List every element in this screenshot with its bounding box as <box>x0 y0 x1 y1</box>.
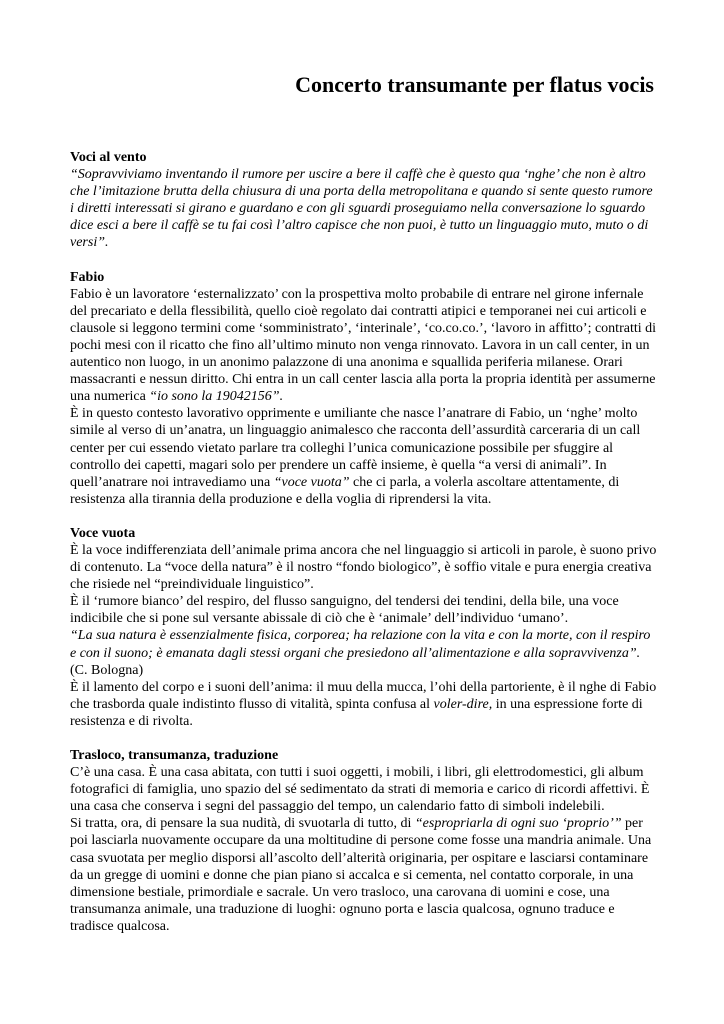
paragraph <box>70 166 660 251</box>
section-heading: Voce vuota <box>70 525 136 541</box>
text-run: (C. Bologna) <box>70 662 144 678</box>
text-run: “Sopravviviamo inventando il rumore per uscire a bere il caffè che è questo qua ‘nghe’ che non è altro che l’imitazione brutta della chiusura di una porta della metropolitana e quando si sente questo rumore i diretti interessati si girano e guardano e con gli sguardi proseguiamo nella conversazione lo sguardo dice esci a bere il caffè se tu fai così l’altro capisce che non puoi, è tutto un linguaggio muto, muto o di versi”. <box>70 167 653 251</box>
paragraph <box>70 405 660 508</box>
text-run: “La sua natura è essenzialmente fisica, corporea; ha relazione con la vita e con la morte, con il respiro e con il suono; è emanata dagli stessi organi che presiedono all’alimentazione e alla sopravvivenza”. <box>70 628 651 661</box>
text-run: Fabio è un lavoratore ‘esternalizzato’ con la prospettiva molto probabile di entrare nel girone infernale del precariato e della flessibilità, quello cioè regolato dai contratti atipici e temporanei nei cui articoli e clausole si leggono termini come ‘somministrato’, ‘interinale’, ‘co.co.co.’, ‘lavoro in affitto’; contratti di pochi mesi con il ricatto che fino all’ultimo minuto non venga rinnovato. Lavora in un call center, in un autentico non luogo, in un anonimo palazzone di una anonima e squallida periferia milanese. Orari massacranti e nessun diritto. Chi entra in un call center lascia alla porta la propria identità per assumerne una numerica <box>70 286 657 405</box>
text-run: È il ‘rumore bianco’ del respiro, del flusso sanguigno, del tendersi dei tendini, della bile, una voce indicibile che si pone sul versante abissale di ciò che è ‘animale’ dell’individuo ‘umano’. <box>70 594 619 627</box>
section-trasloco <box>70 747 660 935</box>
paragraph <box>70 627 660 678</box>
document-body <box>70 149 660 952</box>
text-run: “voce vuota” <box>273 474 350 490</box>
document-title: Concerto transumante per flatus vocis <box>295 72 654 97</box>
section-heading: Fabio <box>70 269 105 285</box>
paragraph <box>70 542 660 593</box>
paragraph <box>70 593 660 627</box>
text-run: che ci parla, a volerla ascoltare attentamente, di resistenza alla tirannia della produzione e della voglia di riprendersi la vita. <box>70 474 620 507</box>
text-run: “espropriarla di ogni suo ‘proprio’” <box>414 816 622 832</box>
paragraph <box>70 764 660 815</box>
paragraph <box>70 286 660 406</box>
paragraph <box>70 679 660 730</box>
text-run: in una espressione forte di resistenza e di rivolta. <box>70 696 643 729</box>
text-run: È il lamento del corpo e i suoni dell’anima: il muu della mucca, l’ohi della partoriente, è il nghe di Fabio che trasborda quale indistinto flusso di vitalità, spinta confusa al <box>70 679 657 712</box>
text-run: C’è una casa. È una casa abitata, con tutti i suoi oggetti, i mobili, i libri, gli elettrodomestici, gli album fotografici di famiglia, uno spazio del sé sedimentato da strati di memoria e carico di ricordi affettivi. È una casa che conserva i segni del passaggio del tempo, un calendario fatto di simboli indelebili. <box>70 765 650 815</box>
section-fabio <box>70 269 660 508</box>
section-heading: Voci al vento <box>70 150 147 165</box>
text-run: “io sono la 19042156”. <box>149 389 284 405</box>
section-heading: Trasloco, transumanza, traduzione <box>70 748 279 763</box>
text-run: per poi lasciarla nuovamente occupare da una moltitudine di persone come fosse una mandria animale. Una casa svuotata per meglio disporsi all’ascolto dell’alterità originaria, per ospitare e lasciarsi contaminare da un gregge di uomini e donne che pian piano si accalca e si cementa, nel contatto corporale, in una dimensione bestiale, primordiale e sacrale. Un vero trasloco, una carovana di uomini e cose, una transumanza animale, una traduzione di luoghi: ognuno porta e lascia qualcosa, ognuno traduce e tradisce qualcosa. <box>70 816 652 934</box>
text-run: voler-dire, <box>433 696 493 712</box>
text-run: È in questo contesto lavorativo opprimente e umiliante che nasce l’anatrare di Fabio, un ‘nghe’ molto simile al verso di un’anatra, un linguaggio animalesco che racconta dell’assurdità carceraria di un call center per cui essendo vietato parlare tra colleghi l’unica comunicazione possibile per sfuggire al controllo dei capetti, magari solo per prendere un caffè insieme, è quella “a versi di animali”. In quell’anatrare noi intravediamo una <box>70 406 641 490</box>
section-voci-al-vento <box>70 149 660 252</box>
section-voce-vuota <box>70 525 660 730</box>
text-run: Si tratta, ora, di pensare la sua nudità, di svuotarla di tutto, di <box>70 816 415 832</box>
paragraph <box>70 815 660 935</box>
text-run: È la voce indifferenziata dell’animale prima ancora che nel linguaggio si articoli in parole, è suono privo di contenuto. La “voce della natura” è il nostro “fondo biologico”, è soffio vitale e pura energia creativa che risiede nel “preindividuale linguistico”. <box>70 542 657 593</box>
